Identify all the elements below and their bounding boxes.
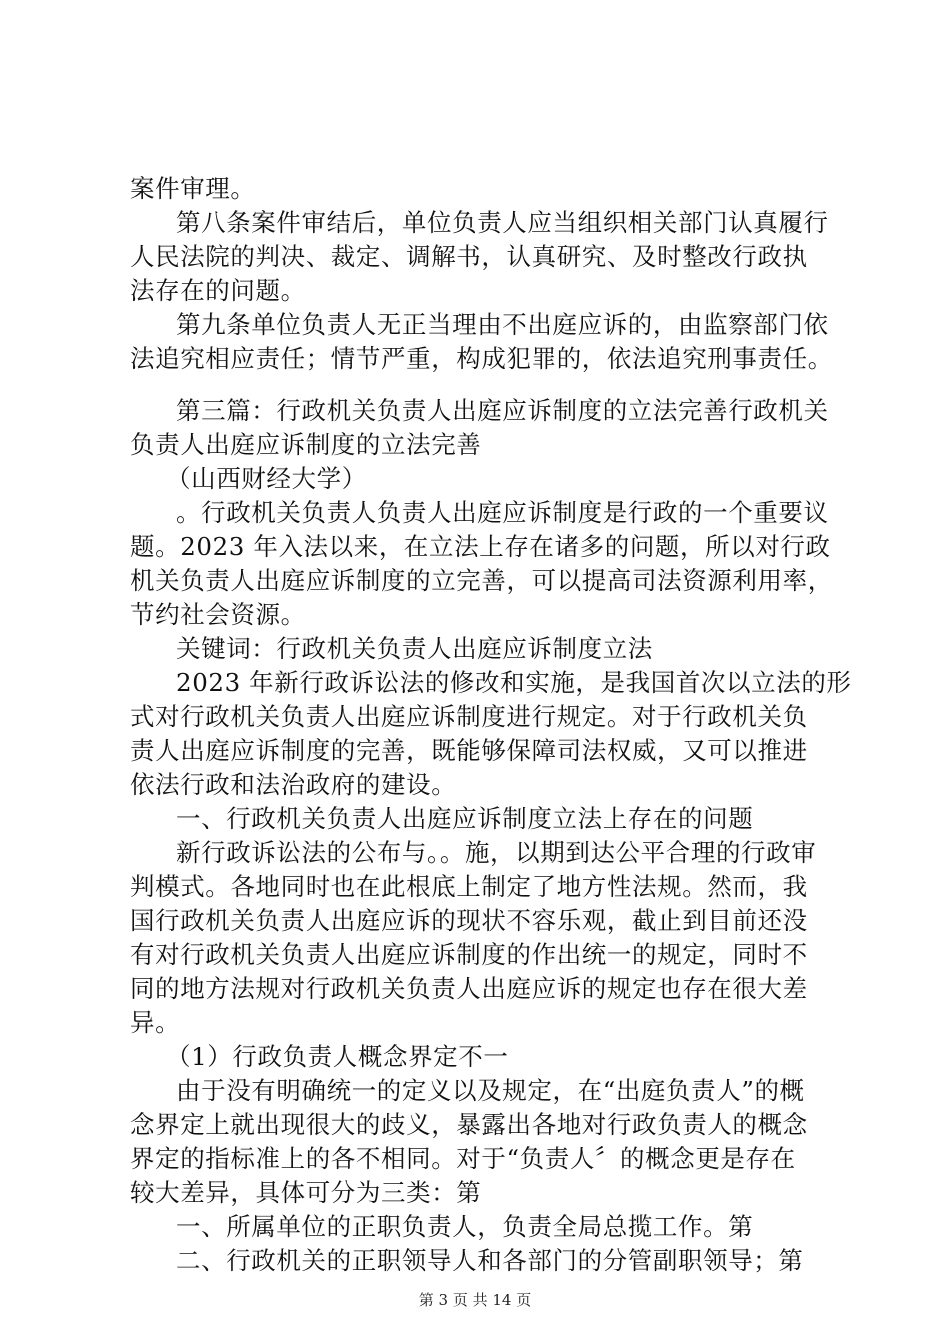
affiliation: （山西财经大学） xyxy=(166,464,367,493)
text-line: 责人出庭应诉制度的完善，既能够保障司法权威，又可以推进 xyxy=(130,736,808,765)
text-line: 法追究相应责任；情节严重，构成犯罪的，依法追究刑事责任。 xyxy=(130,344,833,373)
text-line: 有对行政机关负责人出庭应诉制度的作出统一的规定，同时不 xyxy=(130,940,808,969)
section-heading: 负责人出庭应诉制度的立法完善 xyxy=(130,430,482,459)
text-line: 判模式。各地同时也在此根底上制定了地方性法规。然而，我 xyxy=(130,872,808,901)
section-heading: 第三篇：行政机关负责人出庭应诉制度的立法完善行政机关 xyxy=(176,396,829,425)
page-footer: 第 3 页 共 14 页 xyxy=(418,1291,532,1309)
text-line: 第八条案件审结后，单位负责人应当组织相关部门认真履行 xyxy=(176,208,829,237)
text-line: 同的地方法规对行政机关负责人出庭应诉的规定也存在很大差 xyxy=(130,974,808,1003)
text-line: 由于没有明确统一的定义以及规定，在“出庭负责人”的概 xyxy=(176,1076,805,1105)
text-line: 较大差异，具体可分为三类：第 xyxy=(130,1178,482,1207)
text-line: 节约社会资源。 xyxy=(130,600,306,629)
text-line: 界定的指标准上的各不相同。对于“负责人〞的概念更是存在 xyxy=(130,1144,796,1173)
text-line: 。行政机关负责人负责人出庭应诉制度是行政的一个重要议 xyxy=(176,498,829,527)
text-line: 式对行政机关负责人出庭应诉制度进行规定。对于行政机关负 xyxy=(130,702,808,731)
subheading: 一、行政机关负责人出庭应诉制度立法上存在的问题 xyxy=(176,804,754,833)
text-line: 机关负责人出庭应诉制度的立完善，可以提高司法资源利用率， xyxy=(130,566,833,595)
text-line: 法存在的问题。 xyxy=(130,276,306,305)
text-line: 第九条单位负责人无正当理由不出庭应诉的，由监察部门依 xyxy=(176,310,829,339)
text-line: 念界定上就出现很大的歧义，暴露出各地对行政负责人的概念 xyxy=(130,1110,808,1139)
text-line: 题。2023 年入法以来，在立法上存在诸多的问题，所以对行政 xyxy=(130,532,831,561)
text-line: 依法行政和法治政府的建设。 xyxy=(130,770,457,799)
text-line: 二、行政机关的正职领导人和各部门的分管副职领导；第 xyxy=(176,1246,804,1275)
text-line: 2023 年新行政诉讼法的修改和实施，是我国首次以立法的形 xyxy=(176,668,852,697)
text-line: 异。 xyxy=(130,1008,181,1037)
text-line: 人民法院的判决、裁定、调解书，认真研究、及时整改行政执 xyxy=(130,242,808,271)
text-line: 一、所属单位的正职负责人，负责全局总揽工作。第 xyxy=(176,1212,754,1241)
text-line: 新行政诉讼法的公布与。。施，以期到达公平合理的行政审 xyxy=(176,838,817,867)
subheading: （1）行政负责人概念界定不一 xyxy=(166,1042,509,1071)
keywords: 关键词：行政机关负责人出庭应诉制度立法 xyxy=(176,634,653,663)
text-line: 国行政机关负责人出庭应诉的现状不容乐观，截止到目前还没 xyxy=(130,906,808,935)
text-line: 案件审理。 xyxy=(130,174,256,203)
